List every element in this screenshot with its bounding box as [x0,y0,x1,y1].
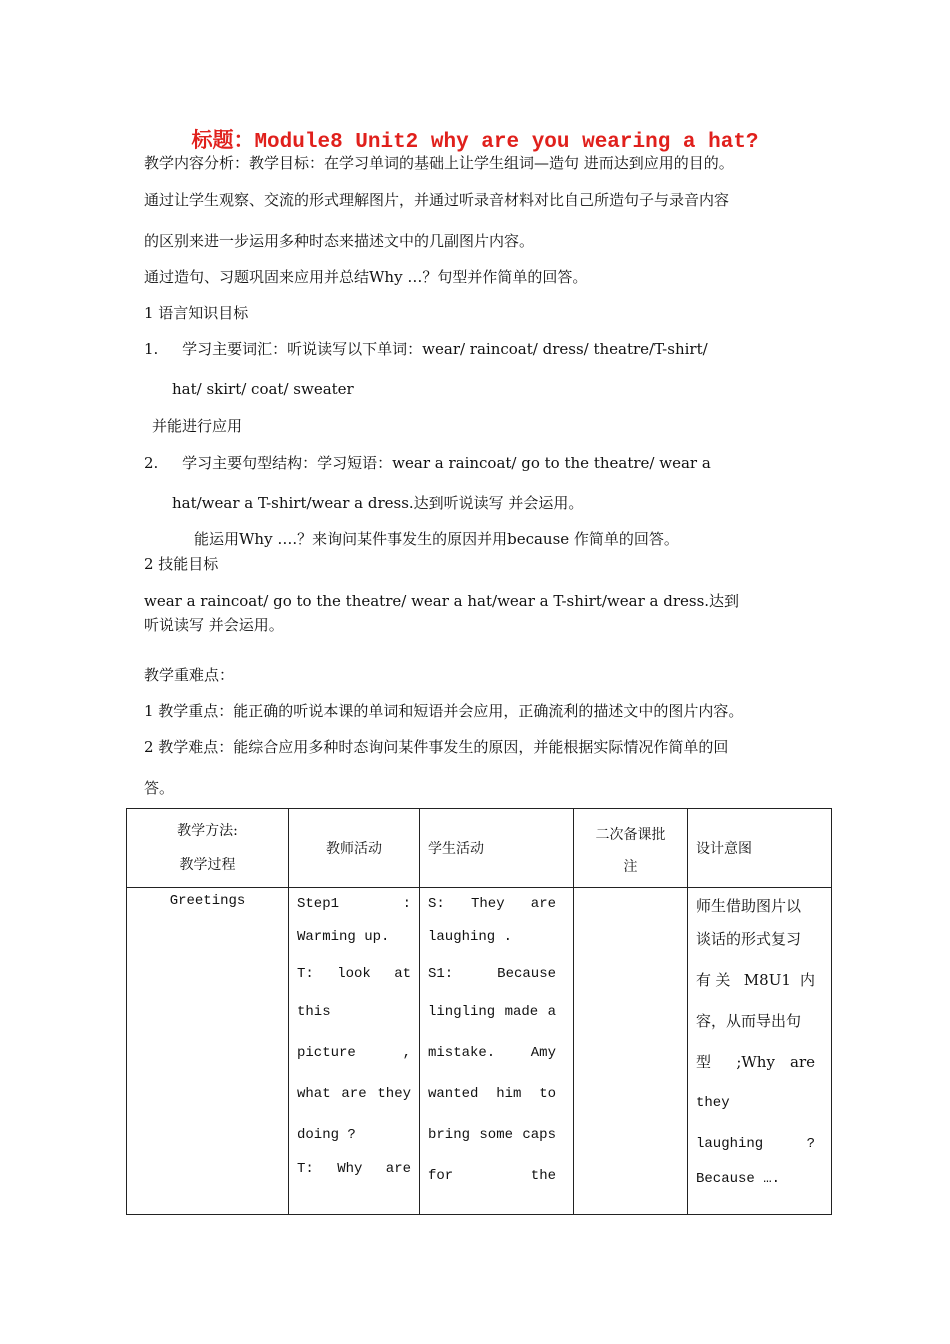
student-line: S: They are [428,896,556,912]
student-line: wanted him to [428,1086,556,1102]
analysis-line-4: 通过造句、习题巩固来应用并总结Why …？句型并作简单的回答。 [144,268,588,286]
student-line: bring some caps [428,1127,556,1143]
row-method-cell [127,888,289,1215]
design-line: 型 ;Why are [696,1053,815,1071]
design-line: 师生借助图片以 [696,897,802,915]
teacher-line: doing ? [297,1127,356,1143]
goal-item-1c: 并能进行应用 [152,417,243,435]
analysis-line-3: 的区别来进一步运用多种时态来描述文中的几副图片内容。 [144,232,535,250]
row-design-lines [688,888,823,1193]
header-teacher-label: 教师活动 [326,841,382,857]
skill-line-2: 听说读写 并会运用。 [144,616,284,634]
goal-heading-1: 1 语言知识目标 [144,304,249,322]
header-student-label: 学生活动 [428,841,484,857]
student-line: mistake. Amy [428,1045,556,1061]
teacher-line: Step1 : [297,896,411,912]
row-method: Greetings [169,893,246,909]
header-notes [574,809,688,888]
header-teacher [289,809,420,888]
header-notes-line-1: 二次备课批 [595,827,666,843]
header-notes-line-2: 注 [623,859,638,875]
header-method-line-1: 教学方法: [177,823,238,839]
goal-item-2c: 能运用Why ….？来询问某件事发生的原因并用because 作简单的回答。 [194,530,679,548]
difficulty-heading: 教学重难点： [144,666,235,684]
skill-line-1: wear a raincoat/ go to the theatre/ wear a hat/wear a T-shirt/wear a dress.达到 [144,592,740,610]
row-teacher-cell [289,888,420,1215]
design-line: 容，从而导出句 [696,1012,802,1030]
design-line: they [696,1095,730,1111]
table-row [127,888,832,1215]
goal-item-1a: 1. 学习主要词汇：听说读写以下单词：wear/ raincoat/ dress/ theatre/T-shirt/ [144,340,708,358]
design-line: 有关 M8U1 内 [696,971,815,989]
difficult-point-end: 答。 [144,779,175,797]
design-line: laughing ? [696,1136,815,1152]
header-method [127,809,289,888]
teacher-line: picture , [297,1045,411,1061]
goal-item-2b: hat/wear a T-shirt/wear a dress.达到听说读写 并会运用。 [172,494,584,512]
teacher-line: what are they [297,1086,411,1102]
design-line: Because …. [696,1171,781,1187]
student-line: laughing . [428,929,513,945]
student-line: for the [428,1168,556,1184]
difficult-point: 2 教学难点：能综合应用多种时态询问某件事发生的原因，并能根据实际情况作简单的回 [144,738,729,756]
student-line: lingling made a [428,1004,556,1020]
teacher-line: this [297,1004,331,1020]
goal-item-1b: hat/ skirt/ coat/ sweater [172,380,354,398]
goal-item-2a: 2. 学习主要句型结构：学习短语：wear a raincoat/ go to the theatre/ wear a [144,454,711,472]
key-point: 1 教学重点：能正确的听说本课的单词和短语并会应用，正确流利的描述文中的图片内容。 [144,702,744,720]
analysis-line-1: 教学内容分析：教学目标：在学习单词的基础上让学生组词—造句 进而达到应用的目的。 [144,154,734,172]
student-line: S1: Because [428,966,556,982]
row-teacher-lines [289,888,419,1182]
design-line: 谈话的形式复习 [696,930,802,948]
header-method-line-2: 教学过程 [179,857,236,873]
header-design-label: 设计意图 [696,841,752,857]
teacher-line: Warming up. [297,929,390,945]
goal-heading-2: 2 技能目标 [144,555,219,573]
teacher-line: T: look at [297,966,411,982]
header-design [688,809,832,888]
lesson-table [126,808,832,1215]
document-title: 标题：Module8 Unit2 why are you wearing a hat? [191,131,759,154]
row-notes-cell [574,888,688,1215]
table-header-row [127,809,832,888]
row-design-cell [688,888,832,1215]
row-student-lines [420,888,564,1197]
teacher-line: T: Why are [297,1161,411,1177]
header-student [420,809,574,888]
row-student-cell [420,888,574,1215]
analysis-line-2: 通过让学生观察、交流的形式理解图片，并通过听录音材料对比自己所造句子与录音内容 [144,191,730,209]
